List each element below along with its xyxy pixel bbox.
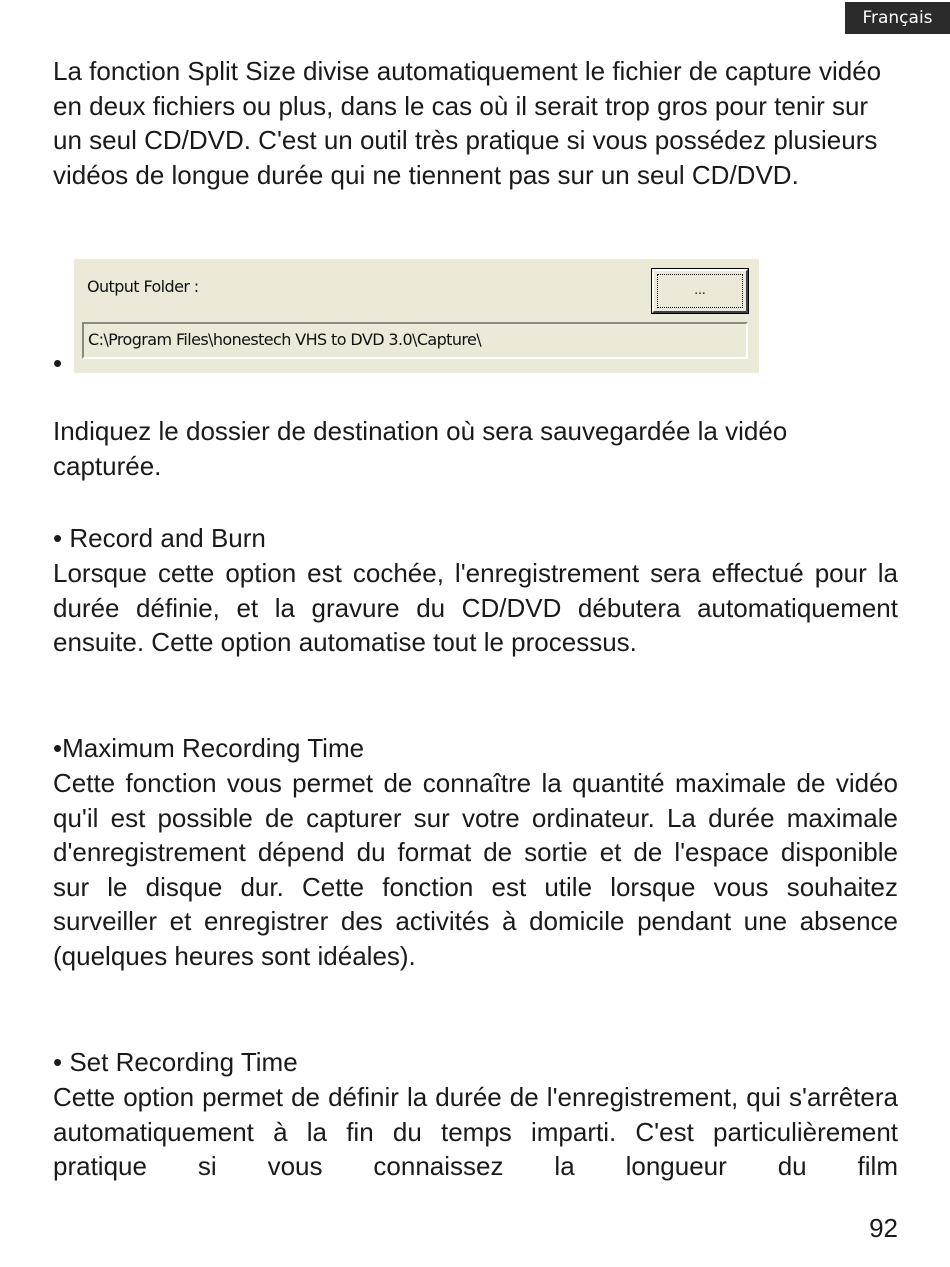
maximum-recording-time-body: Cette fonction vous permet de connaître la quantité maximale de vidéo qu'il est possible de capturer sur votre ordinateur. La durée maximale d'enregistrement dépend du format de sortie et de l'espace disponible sur le disque dur. Cette fonction est utile lorsque vous souhaitez surveiller et enregistrer des activités à domicile pendant une absence (quelques heures sont idéales). bbox=[53, 768, 898, 971]
page-number: 92 bbox=[869, 1213, 898, 1243]
maximum-recording-time-heading: •Maximum Recording Time bbox=[53, 733, 365, 763]
set-recording-time-body: Cette option permet de définir la durée de l'enregistrement, qui s'arrêtera automatiquement à la fin du temps imparti. C'est particulièrement pratique si vous connaissez la longueur du film bbox=[53, 1082, 898, 1181]
intro-paragraph: La fonction Split Size divise automatiquement le fichier de capture vidéo en deux fichiers ou plus, dans le cas où il serait trop gros pour tenir sur un seul CD/DVD. C'est un outil très pratique si vous possédez plusieurs vidéos de longue durée qui ne tiennent pas sur un seul CD/DVD. bbox=[53, 56, 882, 190]
output-folder-screenshot bbox=[74, 259, 759, 373]
record-and-burn-heading: • Record and Burn bbox=[53, 523, 266, 553]
record-and-burn-body: Lorsque cette option est cochée, l'enregistrement sera effectué pour la durée définie, et la gravure du CD/DVD débutera automatiquement ensuite. Cette option automatise tout le processus. bbox=[53, 558, 898, 657]
language-tab: Français bbox=[845, 2, 950, 34]
output-folder-label: Output Folder : bbox=[87, 277, 199, 296]
set-recording-time-heading: • Set Recording Time bbox=[53, 1047, 298, 1077]
browse-folder-button-label: ... bbox=[657, 274, 743, 308]
screenshot-bullet: • bbox=[53, 348, 63, 378]
output-folder-description: Indiquez le dossier de destination où sera sauvegardée la vidéo capturée. bbox=[53, 416, 788, 481]
output-folder-path-field[interactable]: C:\Program Files\honestech VHS to DVD 3.0\Capture\ bbox=[82, 322, 748, 359]
browse-folder-button[interactable] bbox=[652, 269, 748, 313]
